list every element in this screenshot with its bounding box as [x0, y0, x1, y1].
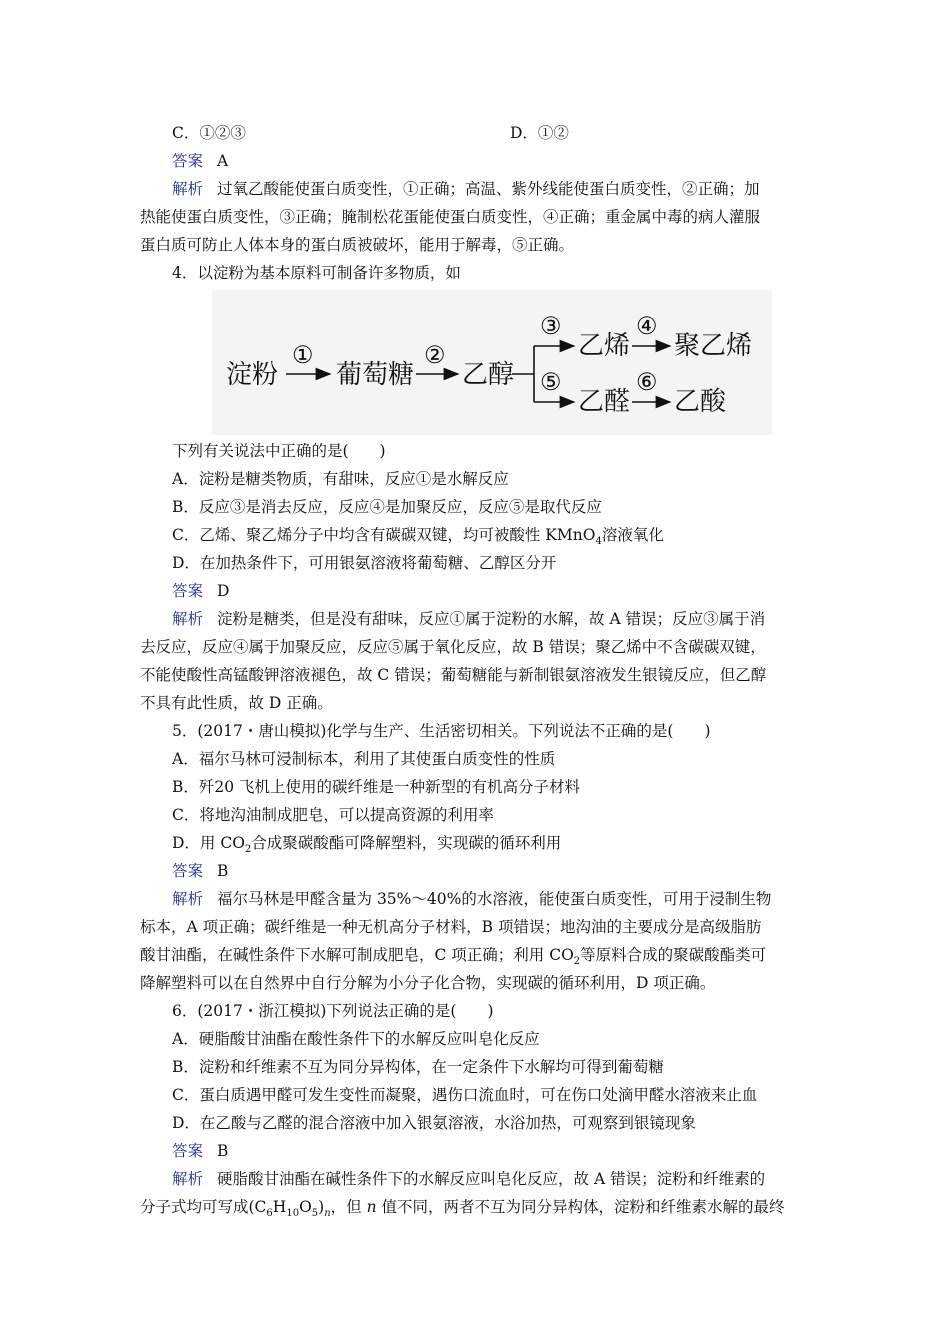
q4-option-b: B．反应③是消去反应，反应④是加聚反应，反应⑤是取代反应 [172, 498, 602, 516]
q3-option-d: D．①② [510, 124, 569, 142]
subscript: 6 [266, 1208, 273, 1220]
q4-analysis-line [172, 609, 812, 629]
q5-option-a: A．福尔马林可浸制标本，利用了其使蛋白质变性的性质 [172, 750, 556, 768]
answer-value: B [217, 862, 229, 880]
analysis-label: 解析 [172, 610, 204, 628]
q6-analysis-line [172, 1169, 812, 1189]
ethanol-label: 乙醇 [462, 360, 515, 390]
q4-stem: 4．以淀粉为基本原料可制备许多物质，如 [172, 264, 461, 282]
analysis-text: 值不同，两者不互为同分异构体，淀粉和纤维素水解的最终 [376, 1198, 785, 1216]
variable-n: n [366, 1198, 377, 1216]
q4-analysis-line: 不具有此性质，故 D 正确。 [140, 694, 333, 712]
subscript: 4 [595, 536, 602, 548]
ethylene-label: 乙烯 [578, 331, 631, 361]
answer-value: D [217, 582, 230, 600]
q5-stem: 5．(2017・唐山模拟)化学与生产、生活密切相关。下列说法不正确的是( ) [172, 722, 711, 740]
q5-answer [172, 861, 812, 881]
q5-option-c: C．将地沟油制成肥皂，可以提高资源的利用率 [172, 806, 494, 824]
q3-answer [172, 151, 812, 171]
q4-option-a: A．淀粉是糖类物质，有甜味，反应①是水解反应 [172, 470, 509, 488]
q5-option-d [172, 833, 812, 856]
analysis-text: ，但 [330, 1198, 367, 1216]
reaction-1-label: ① [292, 341, 314, 369]
q4-option-c [172, 525, 812, 548]
answer-value: A [217, 152, 229, 170]
analysis-text: 酸甘油酯，在碱性条件下水解可制成肥皂，C 项正确；利用 CO [140, 946, 574, 964]
q6-analysis-line [140, 1197, 785, 1220]
subscript: 5 [311, 1208, 319, 1220]
option-text: D．用 CO [172, 834, 245, 852]
q6-option-b: B．淀粉和纤维素不互为同分异构体，在一定条件下水解均可得到葡萄糖 [172, 1058, 664, 1076]
analysis-text: 福尔马林是甲醛含量为 35%～40%的水溶液，能使蛋白质变性，可用于浸制生物 [217, 890, 772, 908]
answer-label: 答案 [172, 862, 204, 880]
answer-label: 答案 [172, 582, 204, 600]
q3-analysis-line: 蛋白质可防止人体本身的蛋白质被破坏，能用于解毒，⑤正确。 [140, 236, 575, 254]
q3-analysis-line [172, 179, 812, 199]
q6-option-a: A．硬脂酸甘油酯在酸性条件下的水解反应叫皂化反应 [172, 1030, 540, 1048]
reaction-scheme-diagram [212, 290, 772, 435]
subscript: 2 [573, 956, 581, 968]
analysis-text: 硬脂酸甘油酯在碱性条件下的水解反应叫皂化反应，故 A 错误；淀粉和纤维素的 [217, 1170, 766, 1188]
polyethylene-label: 聚乙烯 [674, 331, 753, 361]
analysis-label: 解析 [172, 890, 204, 908]
answer-label: 答案 [172, 1142, 204, 1160]
q6-option-c: C．蛋白质遇甲醛可发生变性而凝聚，遇伤口流血时，可在伤口处滴甲醛水溶液来止血 [172, 1086, 758, 1104]
reaction-3-label: ③ [540, 312, 562, 340]
q4-option-d: D．在加热条件下，可用银氨溶液将葡萄糖、乙醇区分开 [172, 554, 557, 572]
reaction-6-label: ⑥ [636, 368, 658, 396]
analysis-text: 淀粉是糖类，但是没有甜味，反应①属于淀粉的水解，故 A 错误；反应③属于消 [217, 610, 766, 628]
option-text: 合成聚碳酸酯可降解塑料，实现碳的循环利用 [251, 834, 562, 852]
q4-answer [172, 581, 812, 601]
analysis-text: O [299, 1198, 312, 1216]
subscript: n [324, 1208, 331, 1220]
q5-analysis-line [140, 945, 780, 968]
q6-stem: 6．(2017・浙江模拟)下列说法正确的是( ) [172, 1002, 494, 1020]
q6-option-d: D．在乙酸与乙醛的混合溶液中加入银氨溶液，水浴加热，可观察到银镜现象 [172, 1114, 696, 1132]
q3-option-c: C．①②③ [172, 124, 246, 142]
analysis-text: ) [318, 1198, 325, 1216]
subscript: 10 [286, 1208, 300, 1220]
reaction-4-label: ④ [636, 312, 658, 340]
q4-analysis-line: 去反应，反应④属于加聚反应，反应⑤属于氧化反应，故 B 错误；聚乙烯中不含碳碳双键， [140, 638, 766, 656]
subscript: 2 [244, 844, 252, 856]
q4-analysis-line: 不能使酸性高锰酸钾溶液褪色，故 C 错误；葡萄糖能与新制银氨溶液发生银镜反应，但乙醇 [140, 666, 767, 684]
analysis-text: H [272, 1198, 287, 1216]
answer-value: B [217, 1142, 229, 1160]
q6-answer [172, 1141, 812, 1161]
acetic-acid-label: 乙酸 [674, 387, 727, 417]
q4-question: 下列有关说法中正确的是( ) [172, 442, 386, 460]
starch-label: 淀粉 [226, 360, 279, 390]
q5-option-b: B．歼20 飞机上使用的碳纤维是一种新型的有机高分子材料 [172, 778, 581, 796]
reaction-2-label: ② [424, 341, 446, 369]
q5-analysis-line: 标本，A 项正确；碳纤维是一种无机高分子材料，B 项错误；地沟油的主要成分是高级脂肪 [140, 918, 762, 936]
reaction-5-label: ⑤ [540, 368, 562, 396]
analysis-label: 解析 [172, 1170, 204, 1188]
answer-label: 答案 [172, 152, 204, 170]
q5-analysis-line: 降解塑料可以在自然界中自行分解为小分子化合物，实现碳的循环利用，D 项正确。 [140, 974, 716, 992]
acetaldehyde-label: 乙醛 [578, 387, 631, 417]
option-text: 溶液氧化 [601, 526, 664, 544]
reaction-scheme-svg [212, 290, 772, 435]
analysis-text: 等原料合成的聚碳酸酯类可 [580, 946, 767, 964]
option-text: C．乙烯、聚乙烯分子中均含有碳碳双键，均可被酸性 KMnO [172, 526, 596, 544]
q3-analysis-line: 热能使蛋白质变性，③正确；腌制松花蛋能使蛋白质变性，④正确；重金属中毒的病人灌服 [140, 208, 761, 226]
analysis-label: 解析 [172, 180, 204, 198]
q5-analysis-line [172, 889, 812, 909]
analysis-text: 分子式均可写成(C [140, 1198, 267, 1216]
glucose-label: 葡萄糖 [336, 360, 415, 390]
analysis-text: 过氧乙酸能使蛋白质变性，①正确；高温、紫外线能使蛋白质变性，②正确；加 [217, 180, 760, 198]
